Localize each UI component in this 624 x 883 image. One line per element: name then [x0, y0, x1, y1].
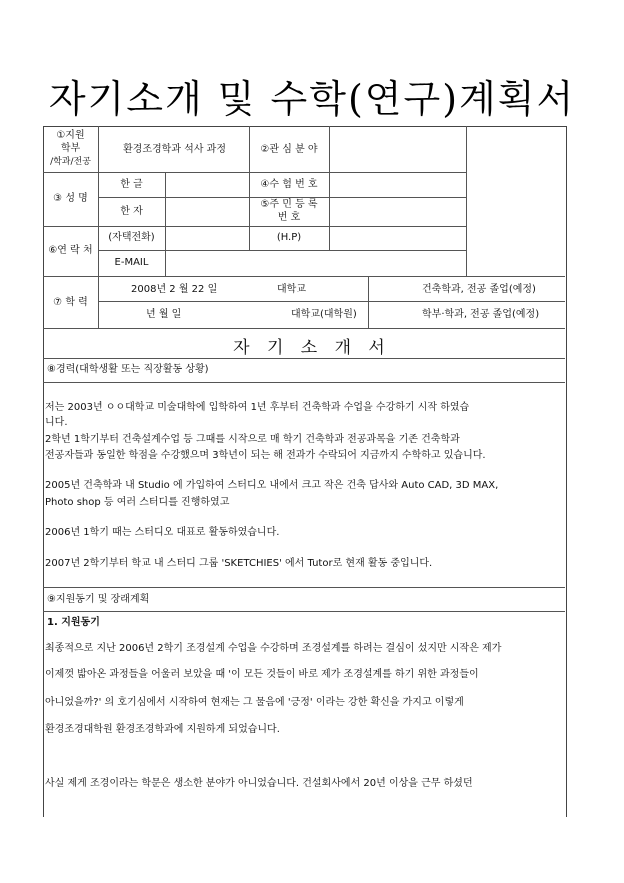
applicant-value: 환경조경학과 석사 과정	[123, 144, 226, 155]
intro-line: Photo shop 등 여러 스터디를 진행하였고	[45, 497, 230, 508]
divider	[98, 197, 466, 198]
divider	[43, 358, 565, 359]
name-hanja-field[interactable]	[166, 199, 248, 225]
motivation-line: 최종적으로 지난 2006년 2학기 조경설계 수업을 수강하며 조경설계를 하려는 결심이 섰지만 시작은 제가	[45, 643, 502, 654]
home-phone-field[interactable]	[166, 228, 248, 248]
intro-line: 2006년 1학기 때는 스터디오 대표로 활동하였습니다.	[45, 527, 280, 538]
divider	[368, 276, 369, 328]
education-school: 대학교	[277, 284, 306, 295]
applicant-label: 학부	[60, 143, 81, 154]
page-title: 자기소개 및 수학(연구)계획서	[48, 77, 576, 121]
education-school: 대학교(대학원)	[291, 309, 357, 320]
section-heading: 자 기 소 개 서	[233, 338, 391, 358]
motivation-line: 사실 제게 조경이라는 학문은 생소한 분야가 아니었습니다. 건설회사에서 20년 이상을 근무 하셨던	[45, 778, 473, 789]
divider	[43, 226, 466, 227]
education-major: 건축학과, 전공 졸업(예정)	[422, 284, 536, 295]
contact-label: ⑥연 락 처	[48, 245, 93, 256]
intro-line: 저는 2003년 ㅇㅇ대학교 미술대학에 입학하여 1년 후부터 건축학과 수업을 수강하기 시작 하였습	[45, 402, 470, 413]
divider	[98, 301, 565, 302]
hanja-label: 한 자	[120, 206, 143, 217]
email-label: E-MAIL	[114, 257, 149, 268]
education-label: ⑦ 학 력	[53, 297, 88, 308]
motivation-label: ⑨지원동기 및 장래계획	[47, 594, 150, 605]
intro-line: 2005년 건축학과 내 Studio 에 가입하여 스터디오 내에서 크고 작은 건축 답사와 Auto CAD, 3D MAX,	[45, 480, 499, 491]
career-label: ⑧경력(대학생활 또는 직장활동 상황)	[47, 364, 209, 375]
divider	[43, 328, 565, 329]
divider	[329, 126, 330, 250]
divider	[98, 126, 99, 328]
hangul-label: 한 글	[120, 179, 143, 190]
application-form	[43, 126, 567, 817]
resident-number-label: ⑤주 민 등 록	[260, 199, 318, 210]
divider	[43, 172, 466, 173]
divider	[43, 276, 565, 277]
divider	[43, 611, 565, 612]
intro-line: 2학년 1학기부터 건축설계수업 등 그때를 시작으로 매 학기 건축학과 전공과목을 기존 건축학과	[45, 434, 460, 445]
divider	[43, 587, 565, 588]
divider	[43, 382, 565, 383]
divider	[466, 126, 467, 276]
divider	[249, 126, 250, 226]
name-label: ③ 성 명	[53, 193, 88, 204]
motivation-line: 이제껏 밟아온 과정들을 어울러 보았을 때 '이 모든 것들이 바로 제가 조경설계를 하기 위한 과정들이	[45, 669, 479, 680]
mobile-phone-field[interactable]	[331, 228, 464, 248]
exam-number-field[interactable]	[331, 174, 464, 196]
home-phone-label: (자택전화)	[108, 232, 155, 243]
applicant-label: ①지원	[56, 130, 85, 141]
field-of-interest-label: ②관 심 분 야	[260, 144, 318, 155]
motivation-line: 환경조경대학원 환경조경학과에 지원하게 되었습니다.	[45, 724, 280, 735]
resident-number-field[interactable]	[331, 199, 464, 225]
exam-number-label: ④수 험 번 호	[260, 179, 318, 190]
divider	[98, 250, 466, 251]
education-date: 2008년 2 월 22 일	[131, 284, 218, 295]
intro-line: 전공자들과 동일한 학점을 수강했으며 3학년이 되는 해 전과가 수락되어 지금까지 수학하고 있습니다.	[45, 450, 486, 461]
education-major: 학부·학과, 전공 졸업(예정)	[422, 309, 540, 320]
name-hangul-field[interactable]	[166, 174, 248, 196]
education-date: 년 월 일	[146, 309, 182, 320]
intro-line: 니다.	[45, 417, 68, 428]
resident-number-label: 번 호	[277, 212, 301, 223]
applicant-label: /학과/전공	[50, 157, 91, 167]
mobile-phone-label: (H.P)	[276, 232, 302, 243]
intro-line: 2007년 2학기부터 학교 내 스터디 그룹 'SKETCHIES' 에서 Tutor로 현재 활동 중입니다.	[45, 558, 433, 569]
email-field[interactable]	[166, 252, 464, 274]
motivation-line: 아니었을까?' 의 호기심에서 시작하여 현재는 그 물음에 '긍정' 이라는 강한 확신을 가지고 이렇게	[45, 697, 464, 708]
motivation-subheading: 1. 지원동기	[47, 617, 100, 628]
